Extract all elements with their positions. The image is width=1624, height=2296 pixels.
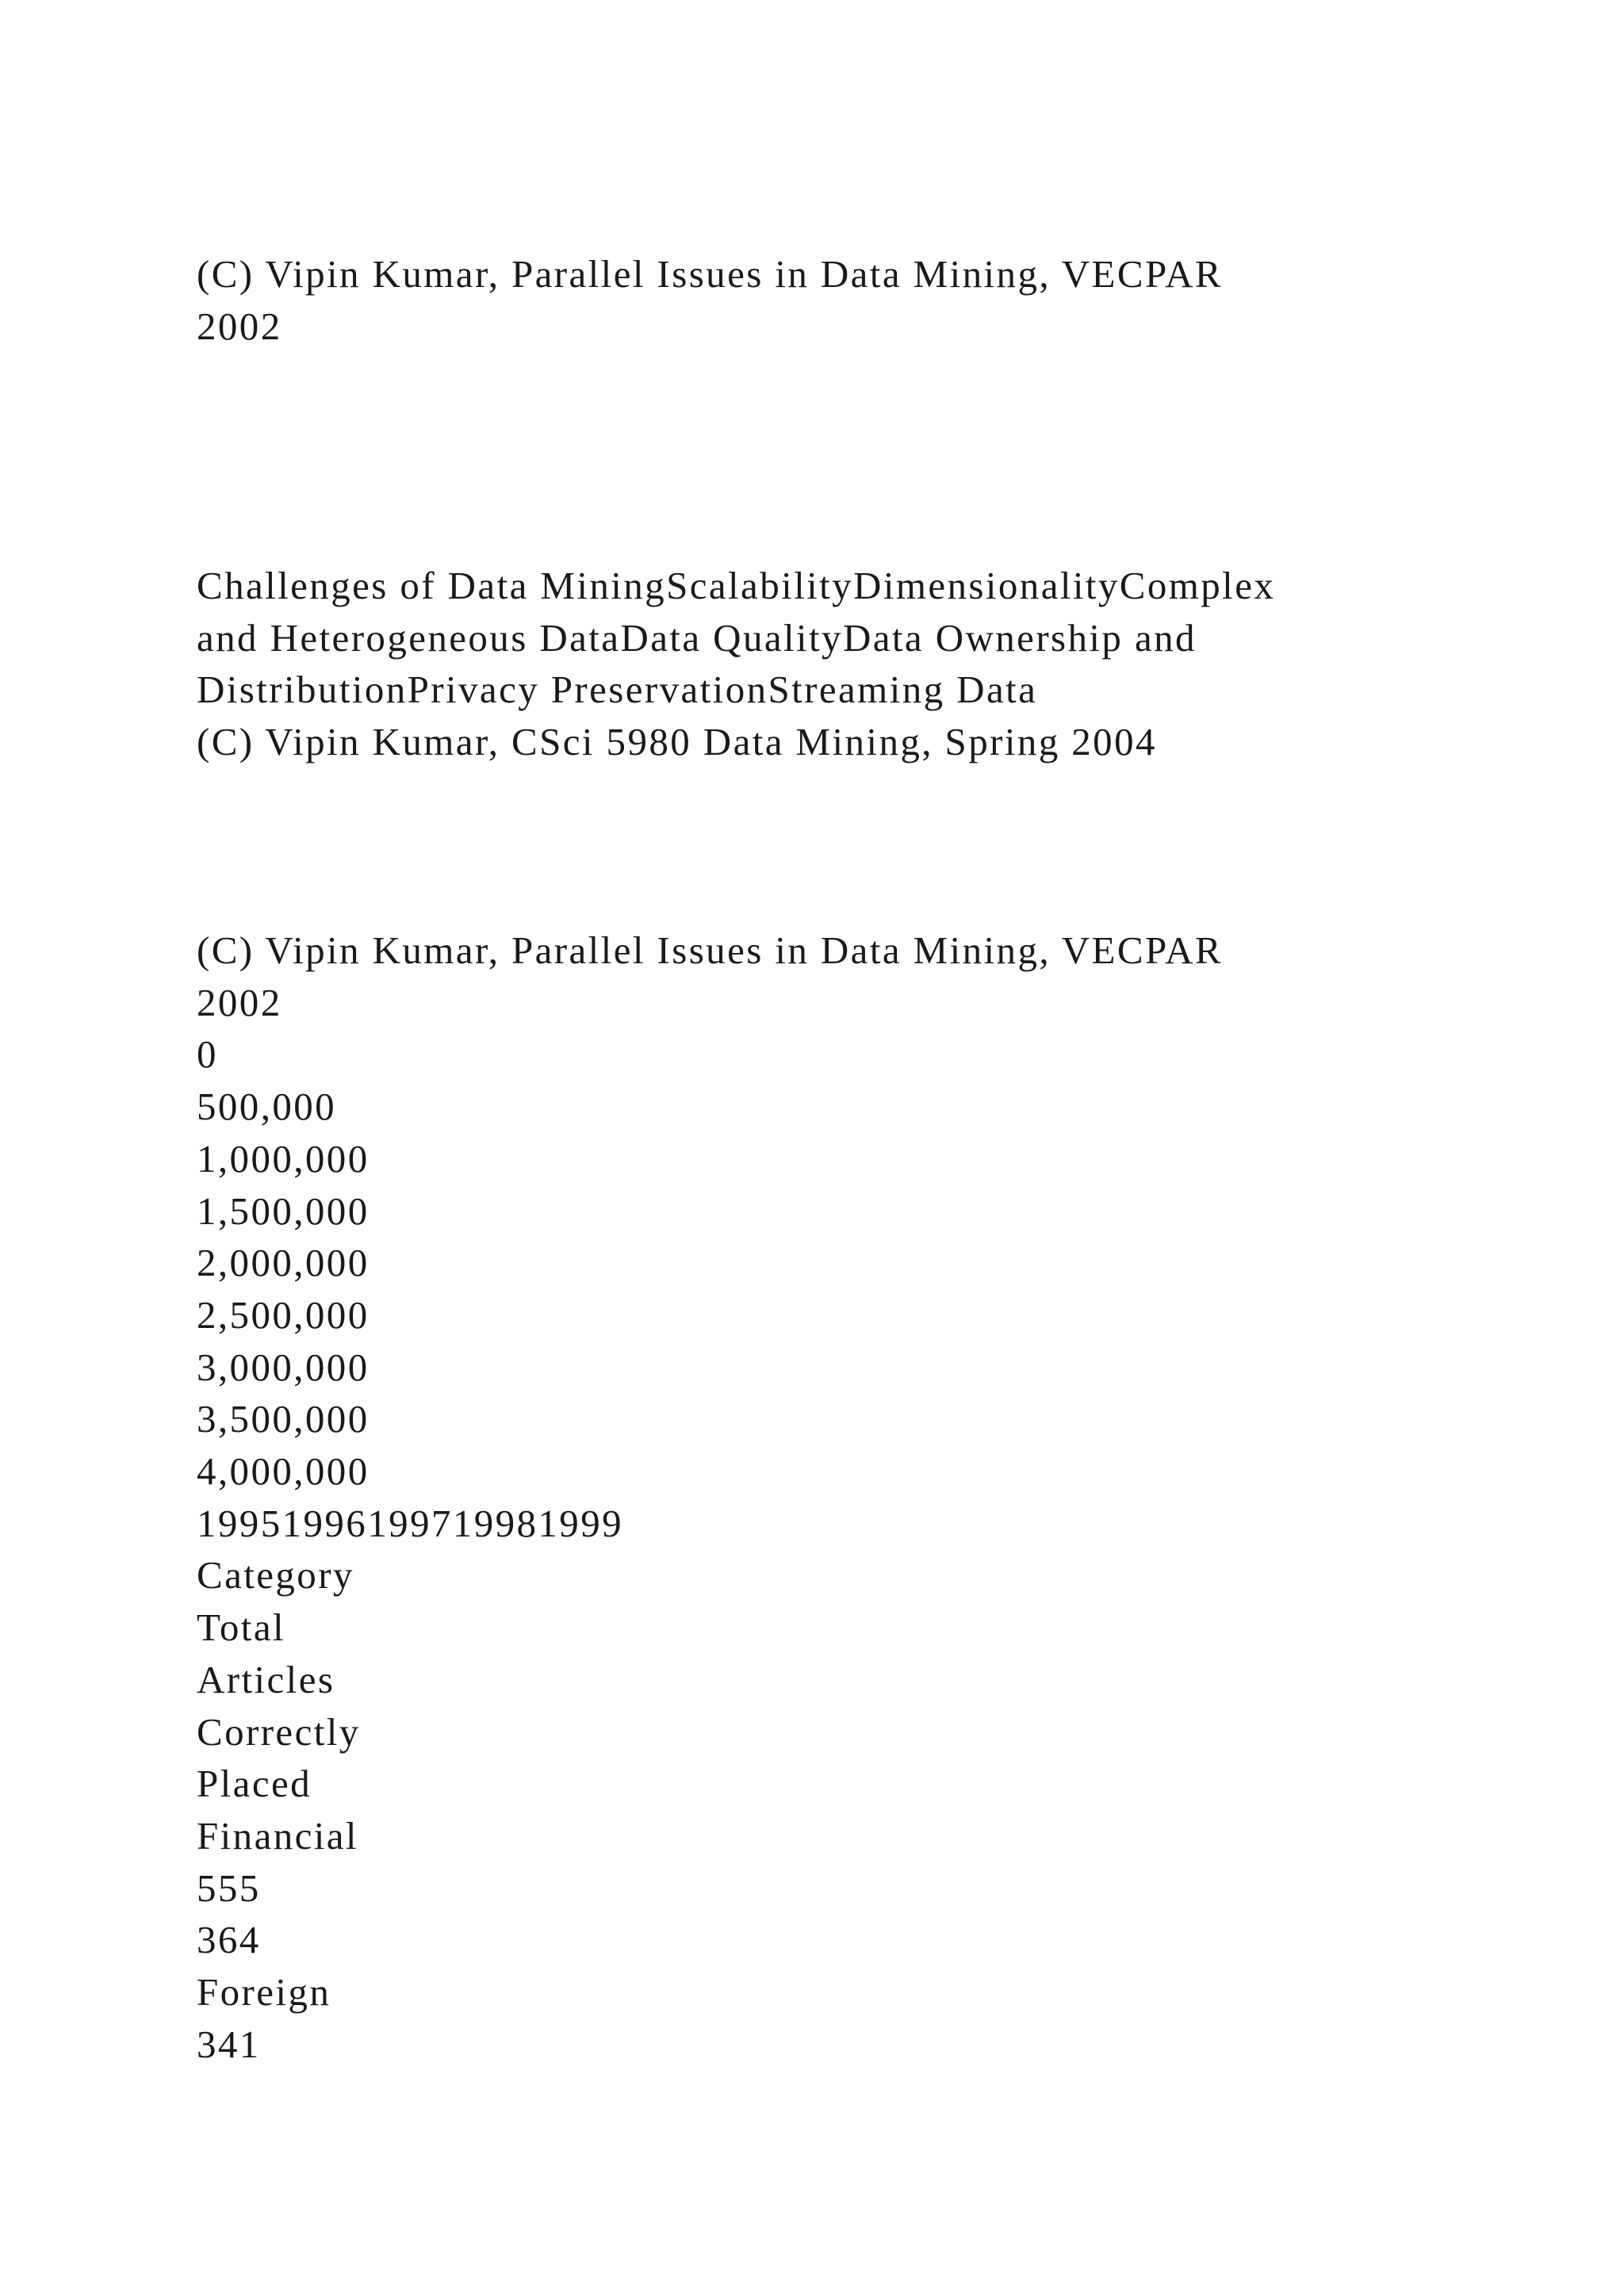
table-cell-line: 364 — [197, 1918, 261, 1962]
table-cell-line: 555 — [197, 1866, 261, 1910]
axis-value-line: 2,500,000 — [197, 1292, 370, 1337]
table-header-line: Correctly — [197, 1709, 361, 1754]
table-header-line: Articles — [197, 1657, 335, 1701]
citation-header-block — [197, 248, 1434, 352]
citation-year-line: 2002 — [197, 980, 282, 1024]
year-labels-line: 19951996199719981999 — [197, 1501, 623, 1545]
course-citation-line: (C) Vipin Kumar, CSci 5980 Data Mining, Spring 2004 — [197, 720, 1157, 764]
challenges-line: DistributionPrivacy PreservationStreaming Data — [197, 668, 1038, 712]
citation-line: (C) Vipin Kumar, Parallel Issues in Data Mining, VECPAR — [197, 928, 1223, 972]
table-header-line: Placed — [197, 1762, 312, 1806]
chart-text-block — [197, 924, 1434, 2070]
axis-value-line: 500,000 — [197, 1085, 337, 1129]
axis-value-line: 0 — [197, 1032, 218, 1077]
table-header-line: Category — [197, 1553, 354, 1598]
axis-value-line: 3,000,000 — [197, 1345, 370, 1389]
axis-value-line: 3,500,000 — [197, 1397, 370, 1441]
citation-line: (C) Vipin Kumar, Parallel Issues in Data Mining, VECPAR — [197, 252, 1223, 296]
table-cell-line: Financial — [197, 1813, 358, 1858]
axis-value-line: 1,500,000 — [197, 1188, 370, 1233]
table-header-line: Total — [197, 1605, 285, 1650]
axis-value-line: 1,000,000 — [197, 1136, 370, 1181]
challenges-block — [197, 560, 1434, 768]
axis-value-line: 4,000,000 — [197, 1449, 370, 1494]
challenges-line: and Heterogeneous DataData QualityData Ownership and — [197, 615, 1197, 660]
table-cell-line: 341 — [197, 2022, 261, 2066]
citation-year-line: 2002 — [197, 304, 282, 348]
table-cell-line: Foreign — [197, 1970, 331, 2015]
axis-value-line: 2,000,000 — [197, 1241, 370, 1285]
challenges-line: Challenges of Data MiningScalabilityDimensionalityComplex — [197, 564, 1276, 607]
